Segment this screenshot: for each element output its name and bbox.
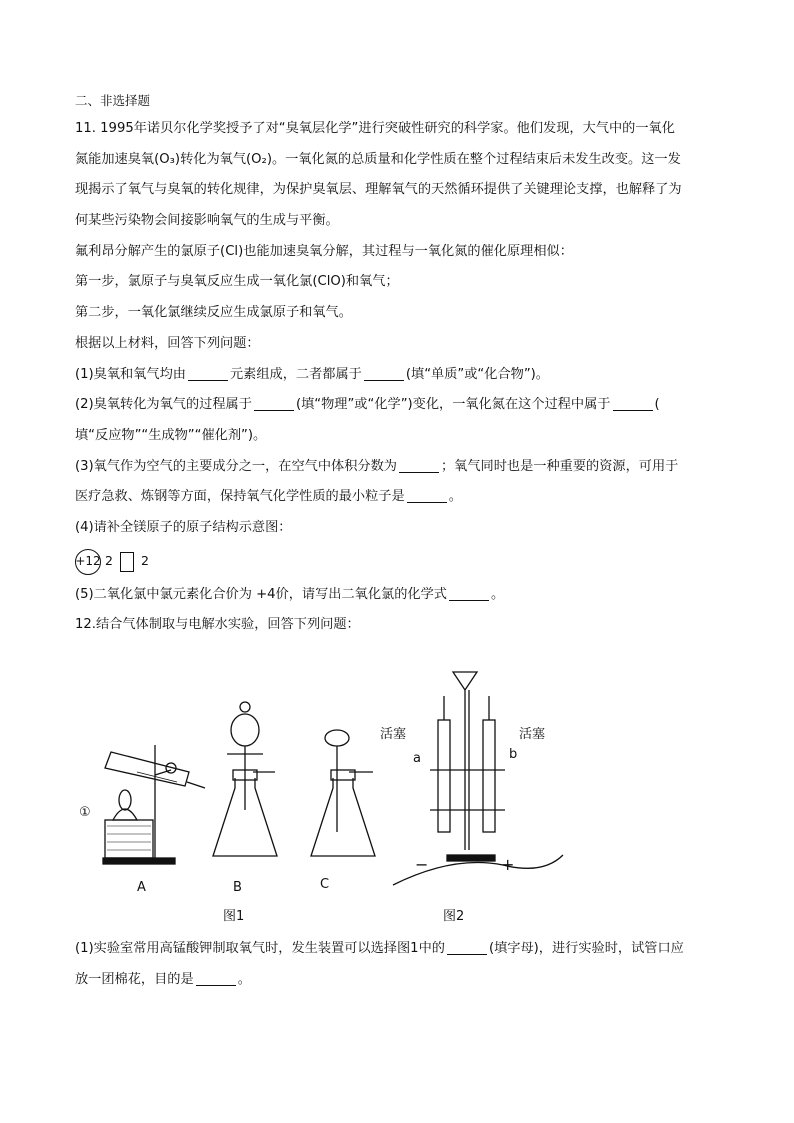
tube-a-label: a [413,751,421,766]
answer-blank[interactable] [196,969,236,986]
q11-sub3-cont: 医疗急救、炼钢等方面，保持氧气化学性质的最小粒子是 。 [75,482,725,513]
q11-line-8: 根据以上材料，回答下列问题： [75,335,260,351]
fig2-caption: 图2 [443,909,465,924]
q11-line-4: 何某些污染物会间接影响氧气的生成与平衡。 [75,213,339,229]
q11-sub2: (2)臭氧转化为氧气的过程属于 (填“物理”或“化学”)变化，一氧化氮在这个过程中属于 ( [75,390,725,421]
negative-sign: − [415,855,429,874]
apparatus-figure [75,660,725,930]
atom-structure-diagram [75,544,725,580]
q12-intro: 12.结合气体制取与电解水实验，回答下列问题： [75,617,360,633]
answer-blank[interactable] [399,456,439,473]
answer-blank[interactable] [254,394,294,411]
answer-blank[interactable] [613,394,653,411]
q11-line-5: 氟利昂分解产生的氯原子(Cl)也能加速臭氧分解，其过程与一氧化氮的催化原理相似： [75,243,573,259]
q11-line-2: 氮能加速臭氧(O₃)转化为氧气(O₂)。一氧化氮的总质量和化学性质在整个过程结束后未发生改变。这一发 [75,151,681,167]
answer-blank[interactable] [364,364,404,381]
answer-blank[interactable] [407,486,447,503]
answer-blank[interactable] [447,938,487,955]
answer-blank[interactable] [188,364,228,381]
valve-left-label: 活塞 [380,727,407,742]
q11-line-7: 第二步，一氧化氯继续反应生成氯原子和氧气。 [75,305,352,321]
q11-line-1: 11. 1995年诺贝尔化学奖授予了对“臭氧层化学”进行突破性研究的科学家。他们发现，大气中的一氧化 [75,121,675,136]
q11-line-3: 现揭示了氧气与臭氧的转化规律，为保护臭氧层、理解氧气的天然循环提供了关键理论支撑，也解释了为 [75,182,682,198]
fig1-caption: 图1 [223,909,245,924]
label-1: ① [79,805,91,820]
shell-1: 2 [105,553,113,569]
nucleus: +12 [75,549,101,575]
label-A: A [137,880,146,895]
q11-sub2-cont: 填“反应物”“生成物”“催化剂”)。 [75,427,267,443]
positive-sign: + [501,855,515,874]
q11-line-6: 第一步，氯原子与臭氧反应生成一氧化氯(ClO)和氧气； [75,274,399,290]
q11-sub5: (5)二氧化氯中氯元素化合价为 +4价，请写出二氧化氯的化学式 。 [75,580,725,611]
exam-page [75,88,725,987]
apparatus-drawing [75,660,725,930]
valve-right-label: 活塞 [519,727,546,742]
q12-sub1: (1)实验室常用高锰酸钾制取氧气时，发生装置可以选择图1中的 (填字母)，进行实验时，试管口应 放一团棉花，目的是 。 [75,934,684,995]
section-title: 二、非选择题 [75,93,151,108]
tube-b-label: b [509,747,518,762]
shell-3: 2 [140,553,149,569]
q11-sub4: (4)请补全镁原子的原子结构示意图： [75,519,292,535]
label-C: C [320,877,330,892]
label-B: B [233,880,242,895]
answer-blank[interactable] [449,584,489,601]
answer-box[interactable] [120,552,134,572]
q11-sub1: (1)臭氧和氧气均由 元素组成，二者都属于 (填“单质”或“化合物”)。 [75,360,725,391]
q11-sub3: (3)氧气作为空气的主要成分之一，在空气中体积分数为 ；氧气同时也是一种重要的资源，可用于 [75,452,725,483]
